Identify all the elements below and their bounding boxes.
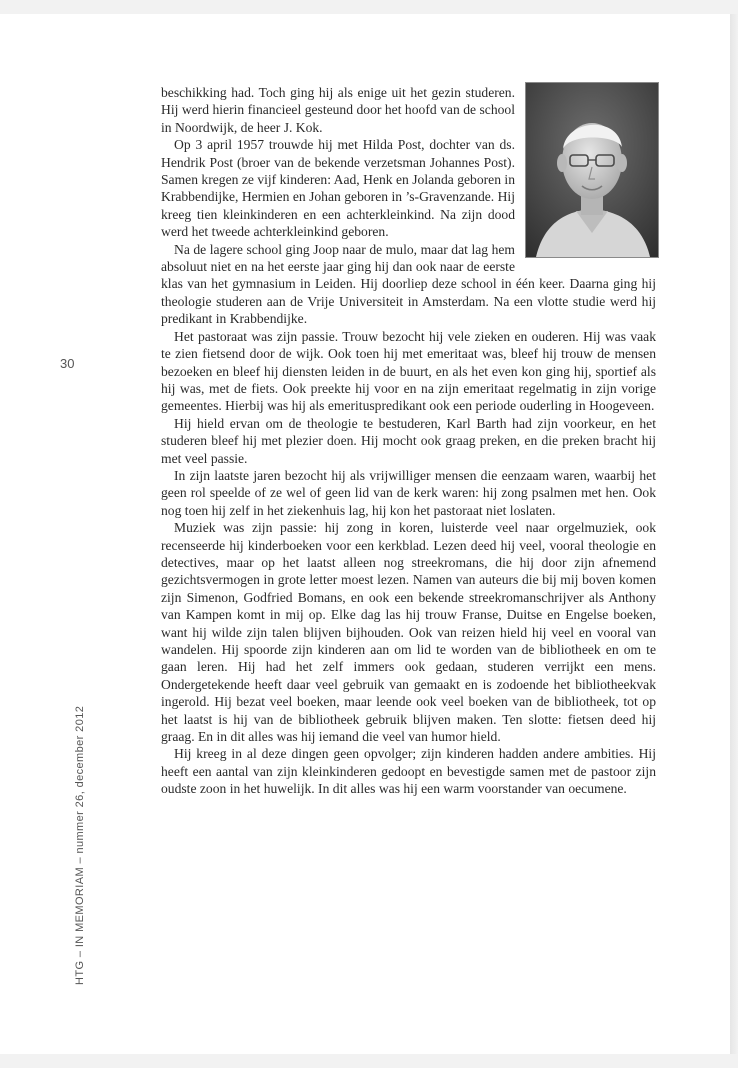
page-number: 30 — [60, 356, 75, 371]
paragraph: In zijn laatste jaren bezocht hij als vrijwilliger mensen die eenzaam waren, waarbij het geen rol speelde of ze wel of geen lid van de kerk waren: hij zong psalmen met hen. Ook nog toen hij zelf in het ziekenhuis lag, hij kon het pastoraat niet loslaten. — [161, 467, 656, 518]
paragraph: Op 3 april 1957 trouwde hij met Hilda Post, dochter van ds. Hendrik Post (broer van de bekende verzetsman Johannes Post). Samen kregen ze vijf kinderen: Aad, Henk en Jolanda geboren in Krabbendijke, Hermien en Johan geboren in ’s-Gravenzande. Hij kreeg tien kleinkinderen en een achterkleinkind. Na zijn dood werd het tweede achterkleinkind geboren. — [161, 137, 515, 240]
paragraph: Hij hield ervan om de theologie te bestuderen, Karl Barth had zijn voorkeur, en het studeren bleef hij met plezier doen. Hij mocht ook graag preken, en die preken bracht hij met veel passie. — [161, 415, 656, 466]
paragraph: beschikking had. Toch ging hij als enige uit het gezin studeren. Hij werd hierin financieel gesteund door het hoofd van de school in Noordwijk, de heer J. Kok. — [161, 85, 515, 135]
paragraph: Muziek was zijn passie: hij zong in koren, luisterde veel naar orgelmuziek, ook recenseerde hij kinderboeken voor een kerkblad. Lezen deed hij veel, vooral theologie en detectives, maar op het laatst alleen nog streekromans, die hij door zijn afnemend gezichtsvermogen in grote letter moest lezen. Namen van auteurs die bij mij boven komen zijn Simenon, Godfried Bomans, en ook een bekende streekromanschrijver als Anthony van Kampen komt in mij op. Elke dag las hij trouw Franse, Duitse en Engelse boeken, want hij wilde zijn talen blijven bijhouden. Ook van reizen hield hij veel en vooral van wandelen. Hij spoorde zijn kinderen aan om lid te worden van de bibliotheek en om te gaan leren. Hij had het zelf immers ook gedaan, studeren verrijkt een mens. Ondergetekende heeft daar veel gebruik van gemaakt en is zodoende het bibliotheekvak ingerold. Hij bezat veel boeken, maar leende ook veel boeken van de bibliotheek, tot op het laatst is hij van de bibliotheek gebruik blijven maken. Ten slotte: fietsen deed hij graag. En in dit alles was hij iemand die veel van humor hield. — [161, 520, 656, 745]
page-edge — [730, 14, 738, 1054]
article-body — [161, 84, 656, 798]
portrait-photo-icon — [526, 83, 658, 257]
running-head: HTG – IN MEMORIAM – nummer 26, december 2012 — [74, 705, 86, 985]
paragraph: Hij kreeg in al deze dingen geen opvolger; zijn kinderen hadden andere ambities. Hij heeft een aantal van zijn kleinkinderen gedoopt en bevestigde samen met de pastoor zijn oudste zoon in het huwelijk. In dit alles was hij een warm voorstander van oecumene. — [161, 746, 656, 797]
portrait-photo — [525, 82, 659, 258]
paragraph: Het pastoraat was zijn passie. Trouw bezocht hij vele zieken en ouderen. Hij was vaak te zien fietsend door de wijk. Ook toen hij met emeritaat was, bleef hij trouw de mensen bezoeken en bleef hij diensten leiden in de buurt, en als het even kon ging hij, sportief als hij was, met de fiets. Ook preekte hij voor en na zijn emeritaat regelmatig in zijn vorige gemeentes. Hierbij was hij als emerituspredikant ook een periode ouderling in Hoogeveen. — [161, 328, 656, 414]
paragraph: Na de lagere school ging Joop naar de mulo, maar dat lag hem absoluut niet en na het eerste jaar ging hij dan ook naar de eerste klas van het gymnasium in Leiden. Hij doorliep deze school in één keer. Daarna ging hij theologie studeren aan de Vrije Universiteit in Amsterdam. Na een vlotte studie werd hij predikant in Krabbendijke. — [161, 241, 656, 327]
